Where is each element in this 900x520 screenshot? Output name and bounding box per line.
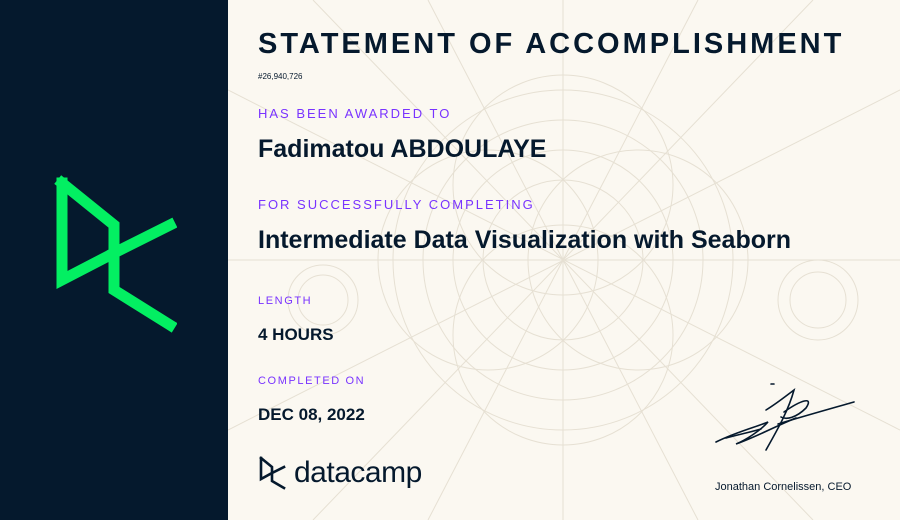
signature-caption: Jonathan Cornelissen, CEO	[715, 481, 852, 493]
certificate-title: STATEMENT OF ACCOMPLISHMENT	[258, 28, 845, 60]
brand-name: datacamp	[294, 456, 422, 489]
datacamp-logo-icon	[52, 175, 177, 335]
completed-label: COMPLETED ON	[258, 375, 366, 387]
ceo-signature	[706, 382, 856, 462]
length-value: 4 HOURS	[258, 325, 334, 344]
course-title: Intermediate Data Visualization with Seaborn	[258, 226, 791, 254]
datacamp-small-icon	[258, 455, 286, 491]
datacamp-brand	[258, 455, 422, 491]
awarded-label: HAS BEEN AWARDED TO	[258, 106, 452, 121]
length-label: LENGTH	[258, 295, 313, 307]
completed-value: DEC 08, 2022	[258, 405, 365, 424]
completing-label: FOR SUCCESSFULLY COMPLETING	[258, 197, 535, 212]
sidebar-panel	[0, 0, 228, 520]
recipient-name: Fadimatou ABDOULAYE	[258, 135, 547, 163]
certificate-body	[228, 0, 900, 520]
certificate-id: #26,940,726	[258, 72, 303, 81]
